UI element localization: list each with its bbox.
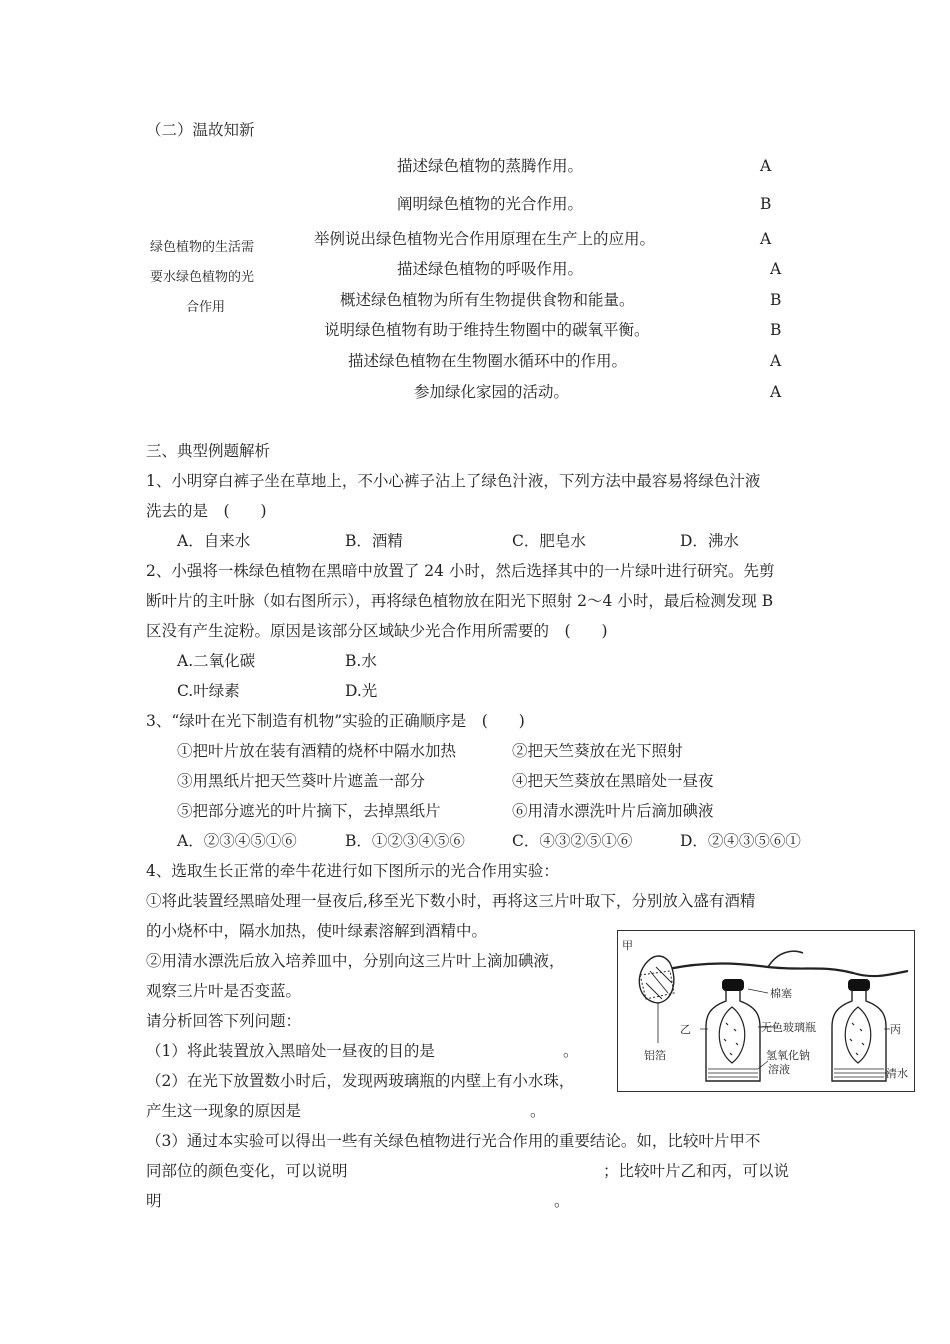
review-item-5: 概述绿色植物为所有生物提供食物和能量。 bbox=[340, 291, 635, 309]
q4-sub3c: 明 bbox=[146, 1192, 162, 1210]
q4-sub2b: 产生这一现象的原因是 bbox=[146, 1102, 302, 1120]
q4-sub1: （1）将此装置放入黑暗处一昼夜的目的是 bbox=[146, 1042, 435, 1060]
cotton-plug-right bbox=[848, 979, 870, 991]
review-level-6: B bbox=[770, 321, 782, 339]
review-level-4: A bbox=[770, 260, 782, 278]
review-level-2: B bbox=[760, 195, 772, 213]
review-item-3: 举例说出绿色植物光合作用原理在生产上的应用。 bbox=[314, 230, 656, 248]
q3-step-2: ②把天竺葵放在光下照射 bbox=[512, 742, 683, 760]
review-level-7: A bbox=[770, 352, 782, 370]
review-item-2: 阐明绿色植物的光合作用。 bbox=[397, 195, 584, 213]
review-level-8: A bbox=[770, 383, 782, 401]
label-naoh-2: 溶液 bbox=[768, 1063, 790, 1076]
q3-option-a: A．②③④⑤①⑥ bbox=[177, 832, 297, 850]
experiment-diagram bbox=[618, 931, 914, 1091]
label-lvbo: 铝箔 bbox=[644, 1049, 666, 1062]
label-bing: 丙 bbox=[890, 1023, 901, 1036]
q1-option-c: C．肥皂水 bbox=[512, 532, 586, 550]
q4-line5: 观察三片叶是否变蓝。 bbox=[146, 982, 302, 1000]
label-yi: 乙 bbox=[680, 1023, 691, 1036]
q4-sub2b-end: 。 bbox=[530, 1102, 546, 1120]
q2-option-a: A.二氧化碳 bbox=[177, 652, 256, 670]
q3-step-5: ⑤把部分遮光的叶片摘下，去掉黑纸片 bbox=[177, 802, 441, 820]
review-left-label-3: 合作用 bbox=[186, 300, 226, 315]
cotton-plug-left bbox=[722, 979, 744, 991]
review-level-1: A bbox=[760, 157, 772, 175]
review-item-7: 描述绿色植物在生物圈水循环中的作用。 bbox=[348, 352, 628, 370]
q2-line3: 区没有产生淀粉。原因是该部分区域缺少光合作用所需要的 ( ) bbox=[146, 622, 608, 640]
review-left-label-1: 绿色植物的生活需 bbox=[150, 240, 255, 255]
q4-sub3: （3）通过本实验可以得出一些有关绿色植物进行光合作用的重要结论。如，比较叶片甲不 bbox=[146, 1132, 761, 1150]
q3-option-d: D．②④③⑤⑥① bbox=[680, 832, 801, 850]
label-jia: 甲 bbox=[622, 939, 633, 952]
q4-sub3c-end: 。 bbox=[554, 1192, 570, 1210]
vine-stem bbox=[668, 964, 908, 977]
label-water: 清水 bbox=[886, 1067, 908, 1080]
q2-option-b: B.水 bbox=[345, 652, 377, 670]
q4-line2: ①将此装置经黑暗处理一昼夜后,移至光下数小时，再将这三片叶取下，分别放入盛有酒精 bbox=[146, 892, 756, 910]
q2-option-d: D.光 bbox=[345, 682, 378, 700]
label-naoh-1: 氢氧化钠 bbox=[766, 1049, 810, 1062]
q1-line2: 洗去的是 ( ) bbox=[146, 502, 267, 520]
q3-step-1: ①把叶片放在装有酒精的烧杯中隔水加热 bbox=[177, 742, 457, 760]
q4-line3: 的小烧杯中，隔水加热，使叶绿素溶解到酒精中。 bbox=[146, 922, 488, 940]
experiment-figure bbox=[617, 930, 915, 1092]
review-level-3: A bbox=[760, 230, 772, 248]
review-item-1: 描述绿色植物的蒸腾作用。 bbox=[397, 157, 584, 175]
q4-line6: 请分析回答下列问题： bbox=[146, 1012, 302, 1030]
q4-sub1-end: 。 bbox=[563, 1042, 579, 1060]
q1-line1: 1、小明穿白裤子坐在草地上，不小心裤子沾上了绿色汁液，下列方法中最容易将绿色汁液 bbox=[146, 472, 761, 490]
q2-line2: 断叶片的主叶脉（如右图所示），再将绿色植物放在阳光下照射 2～4 小时，最后检测发现 B bbox=[146, 592, 774, 610]
q4-sub3b-mid: ；比较叶片乙和丙，可以说 bbox=[603, 1162, 790, 1180]
review-level-5: B bbox=[770, 291, 782, 309]
review-item-4: 描述绿色植物的呼吸作用。 bbox=[397, 260, 584, 278]
q1-option-a: A．自来水 bbox=[177, 532, 251, 550]
q2-option-c: C.叶绿素 bbox=[177, 682, 240, 700]
q2-line1: 2、小强将一株绿色植物在黑暗中放置了 24 小时，然后选择其中的一片绿叶进行研究。先剪 bbox=[146, 562, 775, 580]
q3-step-3: ③用黑纸片把天竺葵叶片遮盖一部分 bbox=[177, 772, 426, 790]
review-item-8: 参加绿化家园的活动。 bbox=[414, 383, 570, 401]
q4-line4: ②用清水漂洗后放入培养皿中，分别向这三片叶上滴加碘液， bbox=[146, 952, 565, 970]
review-item-6: 说明绿色植物有助于维持生物圈中的碳氧平衡。 bbox=[324, 321, 650, 339]
q3-option-c: C．④③②⑤①⑥ bbox=[512, 832, 633, 850]
q4-line1: 4、选取生长正常的牵牛花进行如下图所示的光合作用实验： bbox=[146, 862, 559, 880]
label-bottle: 无色玻璃瓶 bbox=[761, 1021, 816, 1034]
q4-sub3b: 同部位的颜色变化，可以说明 bbox=[146, 1162, 348, 1180]
q3-line1: 3、“绿叶在光下制造有机物”实验的正确顺序是 ( ) bbox=[146, 712, 525, 730]
review-left-label-2: 要水绿色植物的光 bbox=[150, 270, 255, 285]
label-mianse: 棉塞 bbox=[770, 987, 792, 1000]
review-heading: （二）温故知新 bbox=[146, 121, 255, 139]
section3-heading: 三、典型例题解析 bbox=[146, 442, 271, 460]
q3-step-4: ④把天竺葵放在黑暗处一昼夜 bbox=[512, 772, 714, 790]
q3-option-b: B．①②③④⑤⑥ bbox=[345, 832, 465, 850]
q3-step-6: ⑥用清水漂洗叶片后滴加碘液 bbox=[512, 802, 714, 820]
q1-option-b: B．酒精 bbox=[345, 532, 403, 550]
q4-sub2: （2）在光下放置数小时后，发现两玻璃瓶的内壁上有小水珠， bbox=[146, 1072, 575, 1090]
q1-option-d: D．沸水 bbox=[680, 532, 739, 550]
